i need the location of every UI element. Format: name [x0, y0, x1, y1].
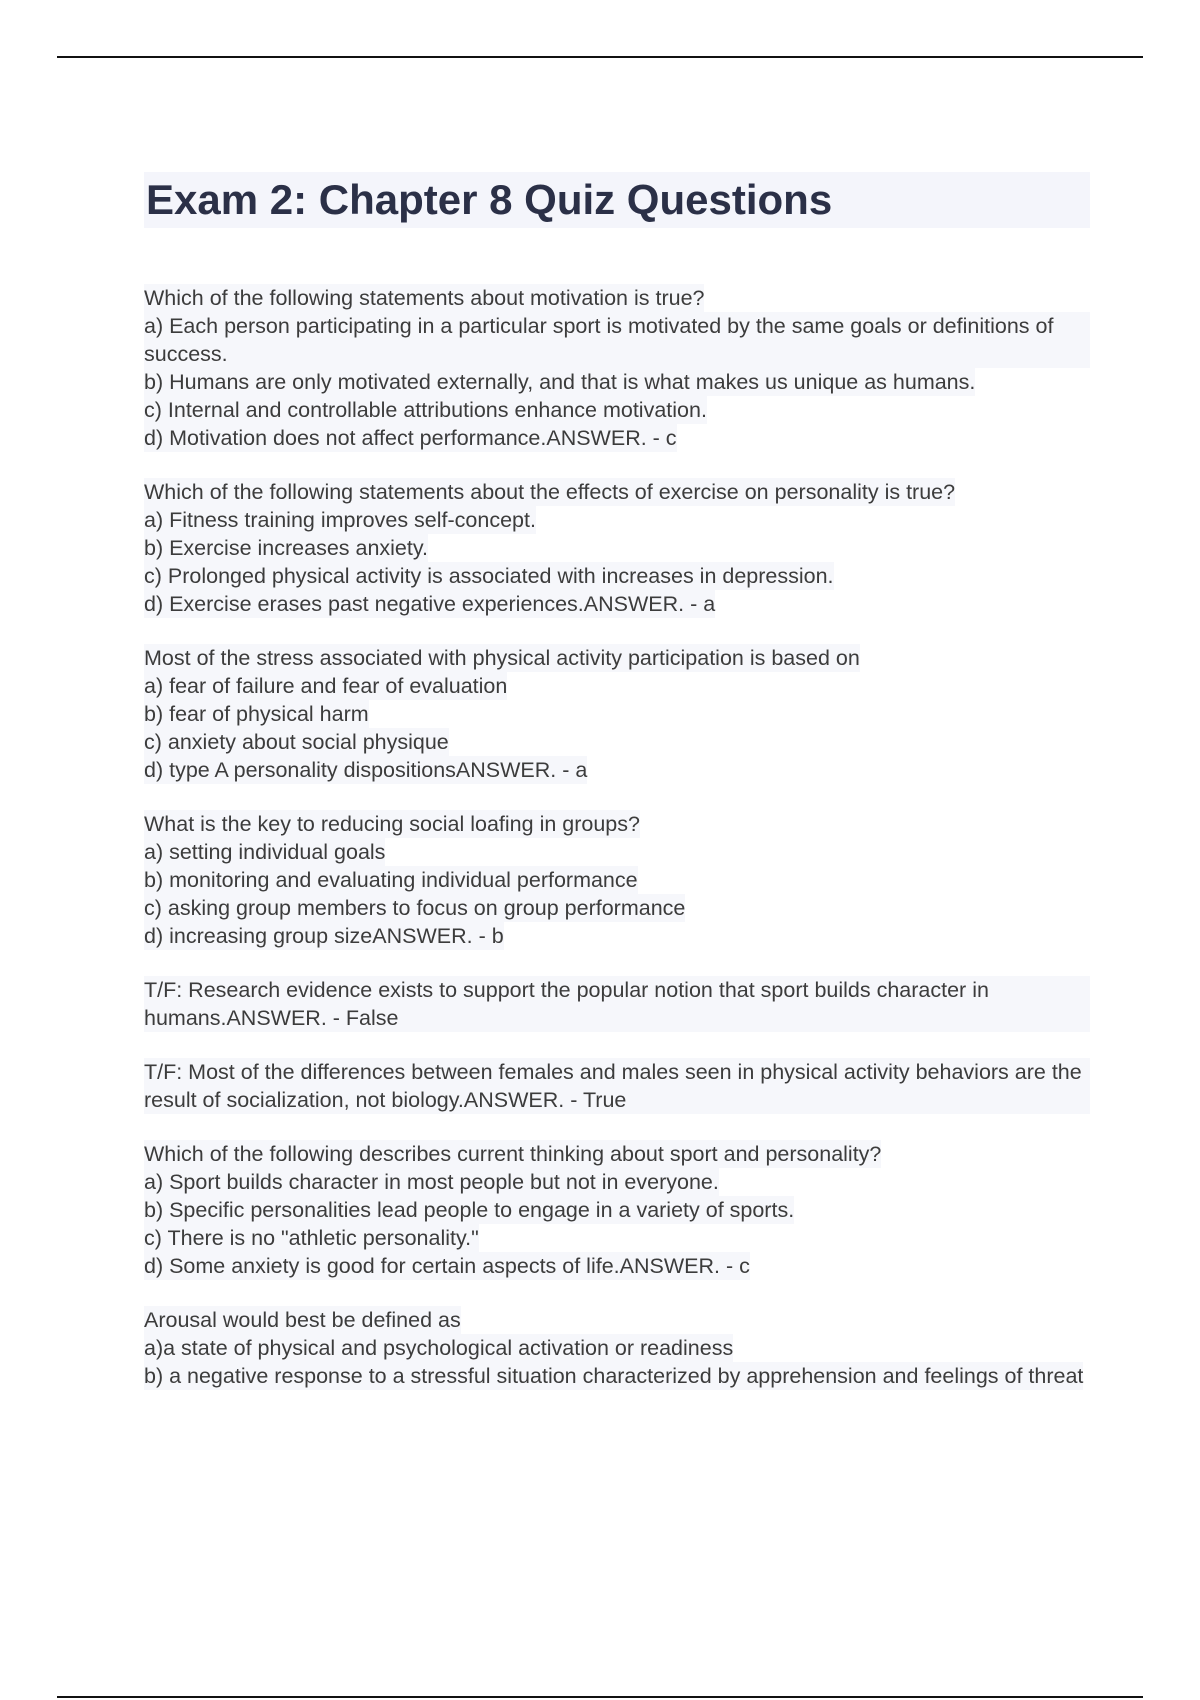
question-block	[144, 284, 1090, 452]
question-text: Arousal would best be defined as	[144, 1308, 461, 1332]
answer-option: b) fear of physical harm	[144, 702, 369, 726]
bottom-divider	[57, 1696, 1143, 1698]
document-title: Exam 2: Chapter 8 Quiz Questions	[144, 172, 1090, 228]
question-text: Which of the following describes current thinking about sport and personality?	[144, 1142, 882, 1166]
answer-option: c) Internal and controllable attributions enhance motivation.	[144, 398, 707, 422]
answer-option: c) There is no "athletic personality."	[144, 1226, 479, 1250]
question-block	[144, 1058, 1090, 1114]
answer-option: b) Humans are only motivated externally, and that is what makes us unique as humans.	[144, 370, 976, 394]
answer-option: d) increasing group sizeANSWER. - b	[144, 924, 504, 948]
answer-option: a) Fitness training improves self-concept.	[144, 508, 536, 532]
question-text: Most of the stress associated with physical activity participation is based on	[144, 646, 860, 670]
question-block	[144, 976, 1090, 1032]
question-block	[144, 1306, 1090, 1390]
question-text: Which of the following statements about motivation is true?	[144, 286, 705, 310]
answer-option: c) Prolonged physical activity is associated with increases in depression.	[144, 564, 834, 588]
answer-option: a) Each person participating in a particular sport is motivated by the same goals or definitions of success.	[144, 312, 1090, 368]
answer-option: d) Motivation does not affect performance.ANSWER. - c	[144, 426, 677, 450]
answer-option: d) Some anxiety is good for certain aspects of life.ANSWER. - c	[144, 1254, 750, 1278]
answer-option: b) monitoring and evaluating individual performance	[144, 868, 638, 892]
question-block	[144, 644, 1090, 784]
question-text: What is the key to reducing social loafing in groups?	[144, 812, 640, 836]
answer-option: a) Sport builds character in most people but not in everyone.	[144, 1170, 719, 1194]
answer-option: b) Exercise increases anxiety.	[144, 536, 428, 560]
question-text: T/F: Most of the differences between females and males seen in physical activity behaviors are the result of socialization, not biology.ANSWER. - True	[144, 1058, 1090, 1114]
answer-option: d) Exercise erases past negative experiences.ANSWER. - a	[144, 592, 716, 616]
answer-option: b) a negative response to a stressful situation characterized by apprehension and feelings of threat	[144, 1364, 1084, 1388]
answer-option: b) Specific personalities lead people to engage in a variety of sports.	[144, 1198, 795, 1222]
question-block	[144, 810, 1090, 950]
question-list	[144, 284, 1090, 1390]
answer-option: d) type A personality dispositionsANSWER. - a	[144, 758, 588, 782]
question-block	[144, 1140, 1090, 1280]
top-divider	[57, 56, 1143, 58]
question-text: Which of the following statements about the effects of exercise on personality is true?	[144, 480, 956, 504]
answer-option: a)a state of physical and psychological activation or readiness	[144, 1336, 734, 1360]
answer-option: c) asking group members to focus on group performance	[144, 896, 686, 920]
answer-option: a) setting individual goals	[144, 840, 386, 864]
answer-option: a) fear of failure and fear of evaluation	[144, 674, 508, 698]
document-page	[144, 172, 1090, 1416]
answer-option: c) anxiety about social physique	[144, 730, 449, 754]
question-block	[144, 478, 1090, 618]
question-text: T/F: Research evidence exists to support the popular notion that sport builds character in humans.ANSWER. - False	[144, 976, 1090, 1032]
